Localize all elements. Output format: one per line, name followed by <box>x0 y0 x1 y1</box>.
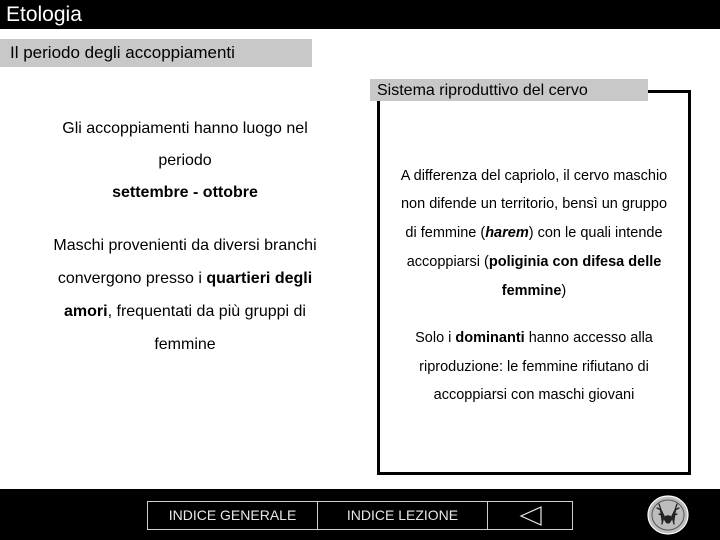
info-box-label <box>370 79 648 101</box>
left-line <box>24 302 346 322</box>
left-line: Maschi provenienti da diversi branchi <box>53 237 317 254</box>
box-line: riproduzione: le femmine rifiutano di <box>419 359 649 375</box>
box-line <box>378 253 690 271</box>
back-button[interactable] <box>487 501 573 530</box>
back-triangle-icon <box>519 506 543 526</box>
box-text: Solo i <box>415 330 456 346</box>
box-text: ) con le quali intende <box>528 225 663 241</box>
deer-logo-icon <box>646 494 690 536</box>
section-title: Il periodo degli accoppiamenti <box>10 43 235 62</box>
left-text: convergono presso i <box>57 270 207 287</box>
section-title-bar <box>0 39 312 67</box>
left-text: , frequentati da più gruppi di <box>107 303 306 320</box>
box-text: di femmine ( <box>405 225 486 241</box>
box-text: ) <box>561 283 567 299</box>
box-line: accoppiarsi con maschi giovani <box>433 387 635 403</box>
box-line <box>378 224 690 242</box>
dominanti-emphasis: dominanti <box>455 330 525 346</box>
period-emphasis: settembre - ottobre <box>112 184 258 201</box>
footer-bar <box>0 489 720 540</box>
box-text: hanno accesso alla <box>524 330 653 346</box>
left-line <box>24 183 346 203</box>
info-box-title: Sistema riproduttivo del cervo <box>377 82 588 99</box>
femmine-emphasis: femmine <box>501 283 562 299</box>
app-title: Etologia <box>6 3 82 26</box>
poliginia-emphasis: poliginia con difesa delle <box>488 254 662 270</box>
box-text: accoppiarsi ( <box>406 254 489 270</box>
amori-emphasis: amori <box>64 303 108 320</box>
general-index-button[interactable]: INDICE GENERALE <box>147 501 318 530</box>
lesson-index-button[interactable]: INDICE LEZIONE <box>317 501 488 530</box>
box-line <box>378 329 690 347</box>
left-line <box>24 269 346 289</box>
harem-emphasis: harem <box>485 225 529 241</box>
quartieri-emphasis: quartieri degli <box>206 270 313 287</box>
left-line: femmine <box>154 336 216 353</box>
box-line: non difende un territorio, bensì un gruppo <box>400 196 668 212</box>
left-line: periodo <box>158 152 212 169</box>
header-bar <box>0 0 720 29</box>
box-line: A differenza del capriolo, il cervo maschio <box>400 168 668 184</box>
box-line <box>378 282 690 300</box>
left-line: Gli accoppiamenti hanno luogo nel <box>62 120 308 137</box>
